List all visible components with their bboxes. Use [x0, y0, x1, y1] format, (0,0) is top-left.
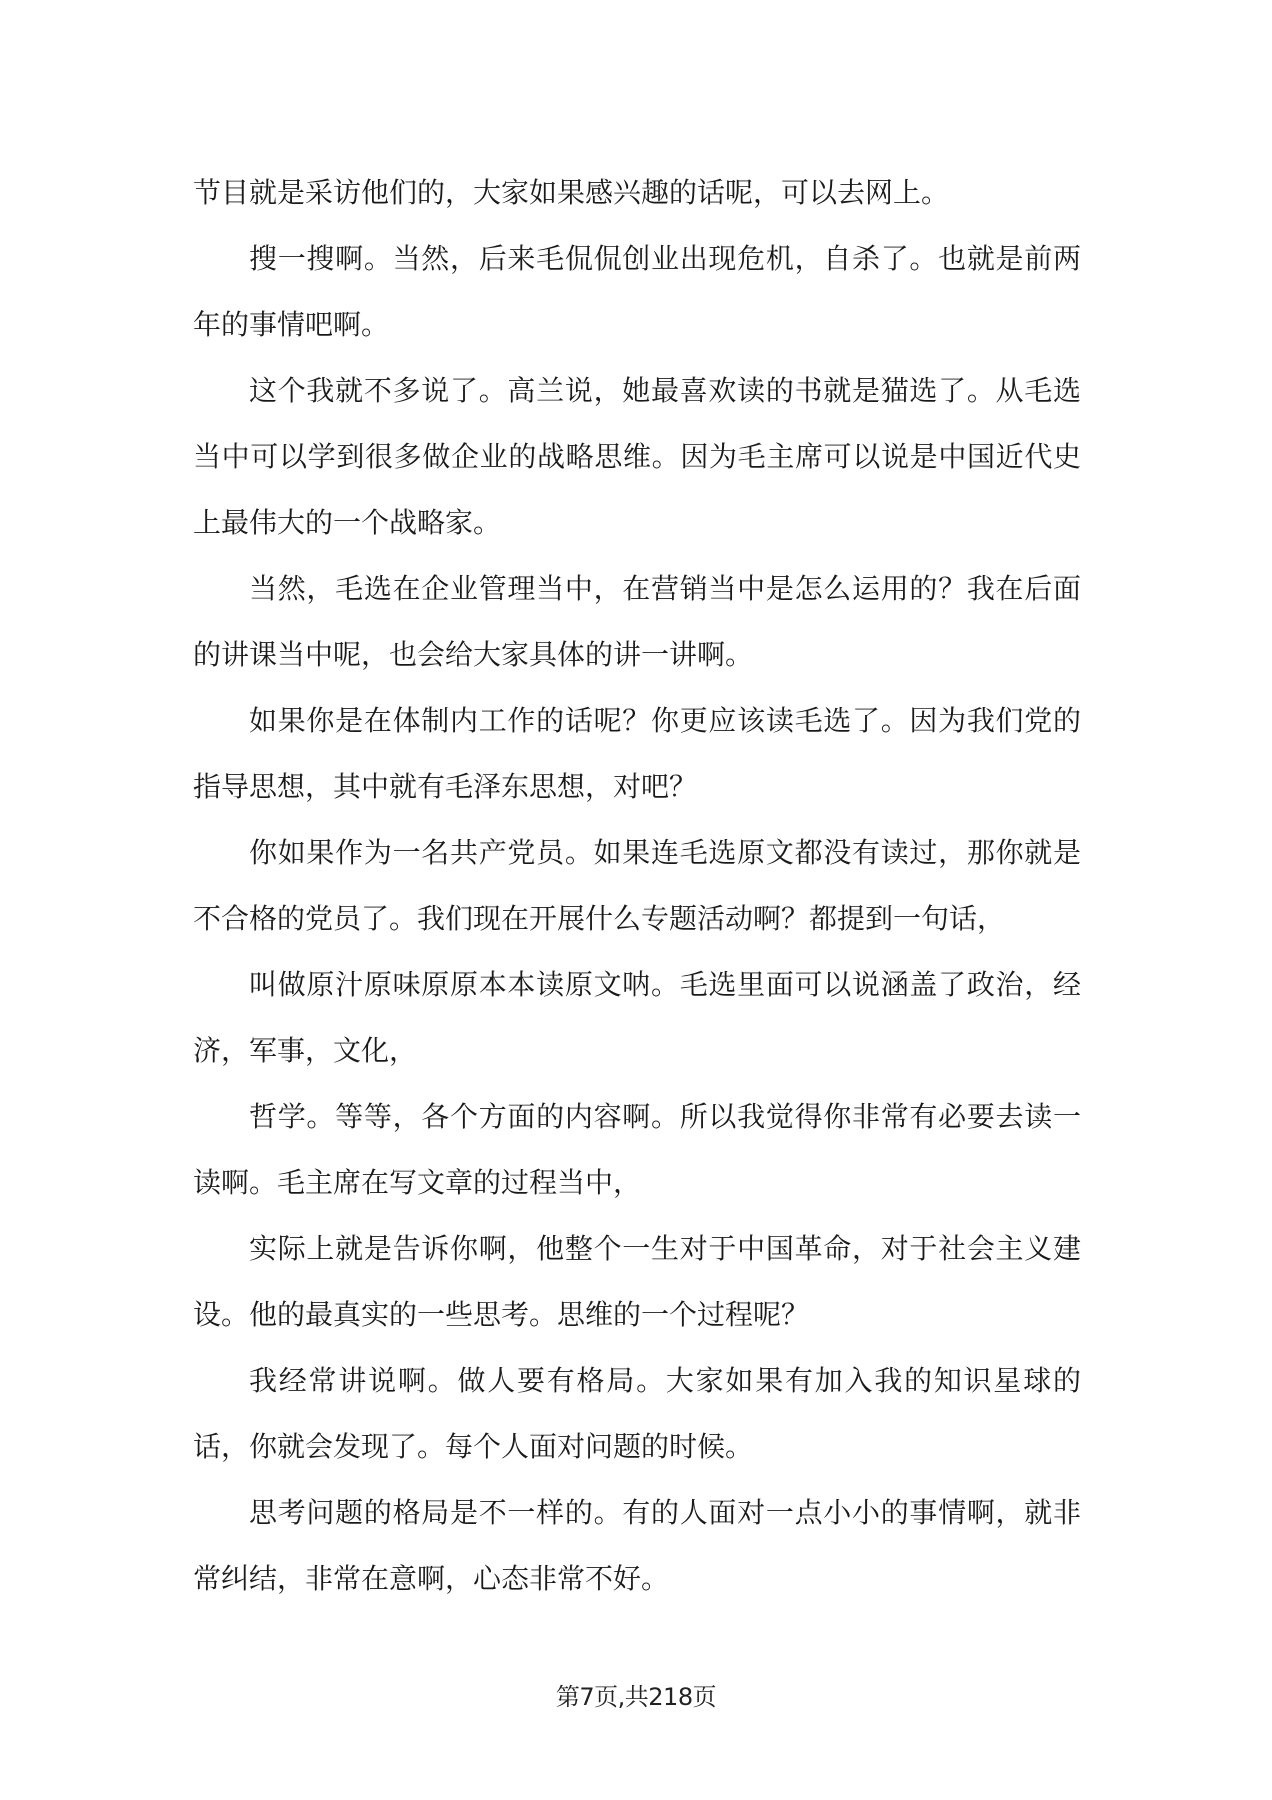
paragraph: 如果你是在体制内工作的话呢？你更应该读毛选了。因为我们党的指导思想，其中就有毛泽东思想，对吧？: [193, 704, 1081, 803]
paragraph: 哲学。等等，各个方面的内容啊。所以我觉得你非常有必要去读一读啊。毛主席在写文章的过程当中，: [193, 1100, 1081, 1199]
body-text: [193, 160, 1081, 1612]
paragraph: 实际上就是告诉你啊，他整个一生对于中国革命，对于社会主义建设。他的最真实的一些思考。思维的一个过程呢？: [193, 1232, 1081, 1331]
paragraph: 搜一搜啊。当然，后来毛侃侃创业出现危机，自杀了。也就是前两年的事情吧啊。: [193, 242, 1081, 341]
page-number-footer: 第7页,共218页: [555, 1683, 717, 1711]
paragraph: 你如果作为一名共产党员。如果连毛选原文都没有读过，那你就是不合格的党员了。我们现在开展什么专题活动啊？都提到一句话，: [193, 836, 1081, 935]
paragraph: 思考问题的格局是不一样的。有的人面对一点小小的事情啊，就非常纠结，非常在意啊，心态非常不好。: [193, 1496, 1081, 1595]
paragraph: 当然，毛选在企业管理当中，在营销当中是怎么运用的？我在后面的讲课当中呢，也会给大家具体的讲一讲啊。: [193, 572, 1081, 671]
paragraph: 我经常讲说啊。做人要有格局。大家如果有加入我的知识星球的话，你就会发现了。每个人面对问题的时候。: [193, 1364, 1081, 1463]
paragraph: 这个我就不多说了。高兰说，她最喜欢读的书就是猫选了。从毛选当中可以学到很多做企业的战略思维。因为毛主席可以说是中国近代史上最伟大的一个战略家。: [193, 374, 1081, 539]
paragraph: 节目就是采访他们的，大家如果感兴趣的话呢，可以去网上。: [193, 176, 950, 209]
paragraph: 叫做原汁原味原原本本读原文呐。毛选里面可以说涵盖了政治，经济，军事，文化，: [193, 968, 1081, 1067]
